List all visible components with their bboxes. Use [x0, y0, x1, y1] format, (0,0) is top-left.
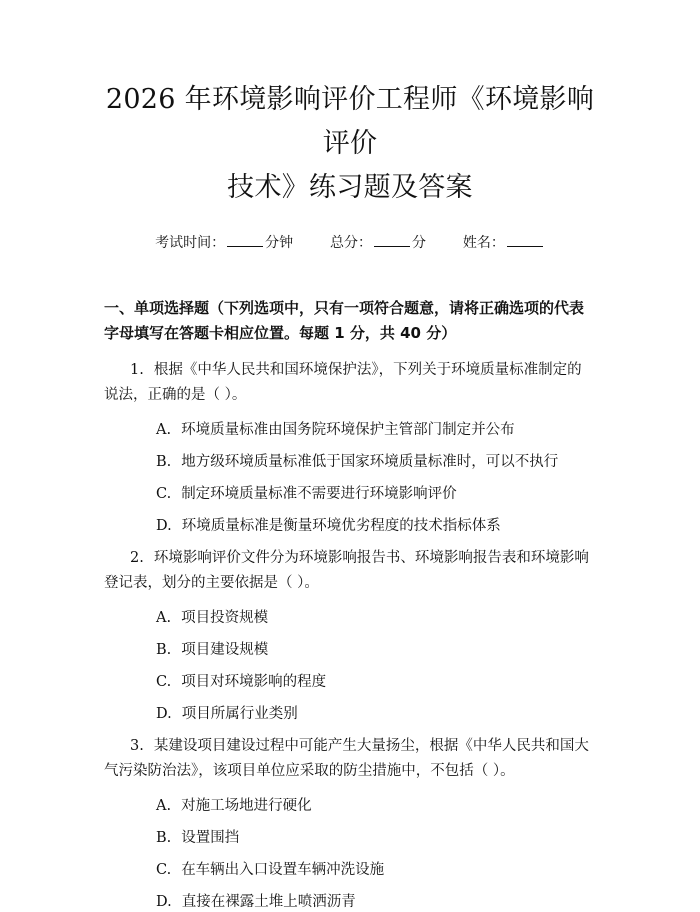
title-line-1: 2026 年环境影响评价工程师《环境影响评价 [105, 84, 595, 159]
name-label: 姓名： [462, 235, 505, 251]
option-text: 在车辆出入口设置车辆冲洗设施 [181, 862, 385, 878]
exam-time-label: 考试时间： [155, 235, 226, 251]
option-letter: B. [156, 830, 172, 846]
option-letter: A. [156, 798, 172, 814]
question-stem: 某建设项目建设过程中可能产生大量扬尘，根据《中华人民共和国大气污染防治法》，该项目单位应采取的防尘措施中，不包括（ ）。 [104, 738, 589, 779]
option-letter: A. [156, 610, 172, 626]
option-text: 设置围挡 [181, 830, 240, 846]
question-stem: 环境影响评价文件分为环境影响报告书、环境影响报告表和环境影响登记表，划分的主要依据是（ ）。 [104, 550, 589, 591]
question-1-options [104, 420, 596, 536]
option-text: 项目对环境影响的程度 [181, 674, 327, 690]
exam-info-line [104, 232, 596, 252]
option-d [156, 892, 596, 912]
section-title: 一、单项选择题（下列选项中，只有一项符合题意，请将正确选项的代表字母填写在答题卡相应位置。每题 1 分，共 40 分） [104, 299, 585, 342]
title-line-2: 技术》练习题及答案 [227, 172, 473, 203]
total-score-unit: 分 [412, 235, 426, 251]
question-2 [104, 546, 596, 596]
question-number: 1. [130, 362, 144, 378]
option-text: 项目所属行业类别 [181, 706, 298, 722]
total-score-blank [374, 234, 410, 247]
option-text: 环境质量标准是衡量环境优劣程度的技术指标体系 [181, 518, 501, 534]
option-letter: D. [156, 894, 172, 910]
option-text: 对施工场地进行硬化 [181, 798, 312, 814]
option-letter: D. [156, 518, 172, 534]
question-3-options [104, 796, 596, 912]
option-b [156, 640, 596, 660]
question-stem: 根据《中华人民共和国环境保护法》，下列关于环境质量标准制定的说法，正确的是（ ）。 [104, 362, 582, 403]
option-text: 地方级环境质量标准低于国家环境质量标准时，可以不执行 [181, 454, 559, 470]
option-letter: C. [156, 486, 172, 502]
option-b [156, 828, 596, 848]
option-letter: C. [156, 862, 172, 878]
option-d [156, 516, 596, 536]
option-d [156, 704, 596, 724]
option-c [156, 860, 596, 880]
option-c [156, 672, 596, 692]
total-score-label: 总分： [330, 235, 372, 251]
question-3 [104, 734, 596, 784]
question-2-options [104, 608, 596, 724]
exam-time-blank [227, 234, 263, 247]
option-letter: C. [156, 674, 172, 690]
option-b [156, 452, 596, 472]
exam-time-unit: 分钟 [265, 235, 294, 251]
name-blank [507, 234, 543, 247]
option-c [156, 484, 596, 504]
document-title [104, 78, 596, 210]
option-letter: B. [156, 454, 172, 470]
question-1 [104, 358, 596, 408]
option-letter: D. [156, 706, 172, 722]
option-a [156, 608, 596, 628]
option-text: 制定环境质量标准不需要进行环境影响评价 [181, 486, 457, 502]
option-a [156, 420, 596, 440]
option-text: 直接在裸露土堆上喷洒沥青 [181, 894, 356, 910]
option-text: 环境质量标准由国务院环境保护主管部门制定并公布 [181, 422, 515, 438]
question-number: 3. [130, 738, 144, 754]
option-letter: B. [156, 642, 172, 658]
option-a [156, 796, 596, 816]
option-letter: A. [156, 422, 172, 438]
option-text: 项目投资规模 [181, 610, 269, 626]
option-text: 项目建设规模 [181, 642, 269, 658]
question-number: 2. [130, 550, 144, 566]
